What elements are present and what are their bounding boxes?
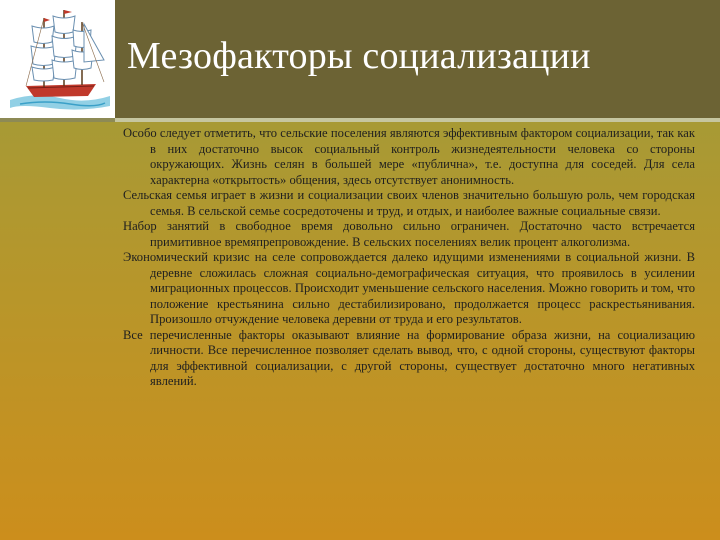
slide-title: Мезофакторы социализации	[127, 35, 591, 77]
paragraph-5: Все перечисленные факторы оказывают влияние на формирование образа жизни, на социализацию личности. Все перечисленное позволяет сделать вывод, что, с одной стороны, существуют факторы для эффективной социализации, с другой стороны, существует достаточно много негативных явлений.	[123, 327, 695, 388]
slide-body	[123, 126, 695, 390]
paragraph-3: Набор занятий в свободное время довольно сильно ограничен. Достаточно часто встречается примитивное времяпрепровождение. В сельских поселениях велик процент алкоголизма.	[123, 219, 695, 249]
paragraph-4: Экономический кризис на селе сопровождается далеко идущими изменениями в социальной жизни. В деревне сложилась сложная социально-демографическая ситуация, что проявилось в усилении миграционных процессов. Происходит уменьшение сельского населения. Можно говорить и том, что положение крестьянина сильно дестабилизировано, продолжается процесс раскрестьянивания. Произошло отчуждение человека деревни от труда и его результатов.	[123, 250, 695, 326]
title-divider	[115, 118, 720, 122]
sailing-ship-icon	[0, 0, 115, 122]
logo	[0, 0, 115, 122]
paragraph-2: Сельская семья играет в жизни и социализации своих членов значительно большую роль, чем городская семья. В сельской семье сосредоточены и труд, и отдых, и наиболее важные социальные связи.	[123, 188, 695, 218]
divider-left	[0, 118, 115, 122]
paragraph-1: Особо следует отметить, что сельские поселения являются эффективным фактором социализации, так как в них достаточно высок социальный контроль жизнедеятельности человека со стороны окружающих. Жизнь селян в большей мере «публична», т.е. доступна для соседей. Для села характерна «открытость» общения, здесь отсутствует анонимность.	[123, 126, 695, 187]
